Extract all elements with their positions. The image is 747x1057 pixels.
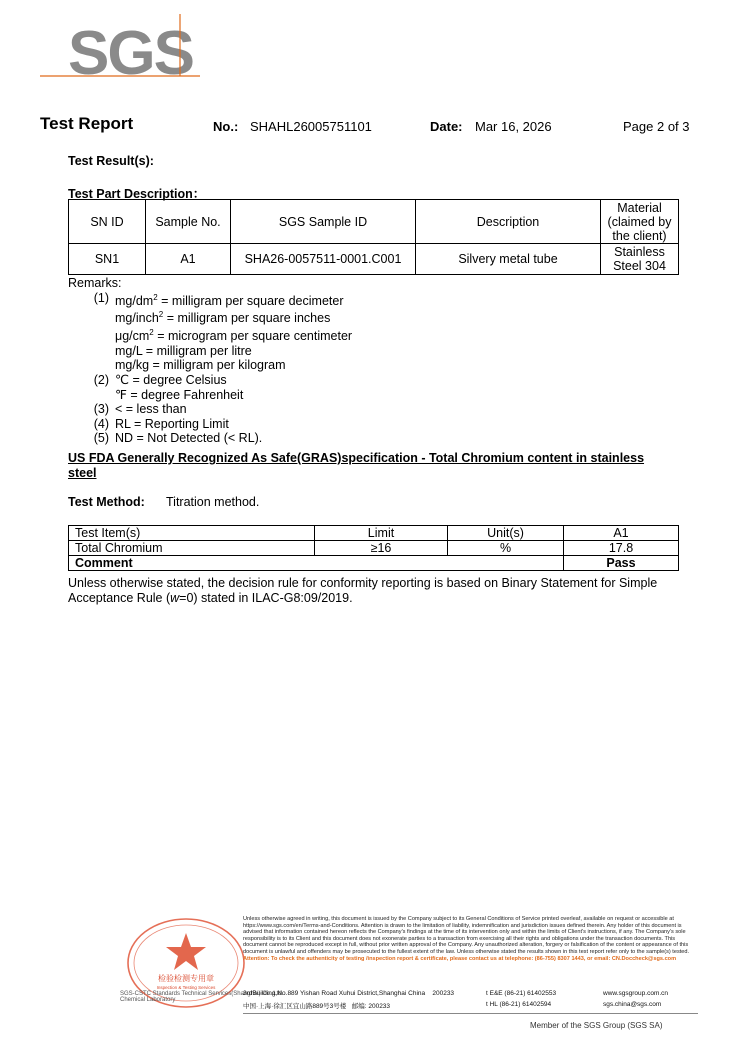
address-en: 3rdBuilding,No.889 Yishan Road Xuhui District,Shanghai China 200233 [243,990,455,997]
table-header [601,200,679,244]
tel-hl: t HL (86-21) 61402594 [486,1001,552,1008]
table-cell: SHA26-0057511-0001.C001 [231,244,416,275]
table-row [69,556,679,571]
remark-line: mg/inch$^2$ = milligram per square inches [115,310,331,326]
remark-item [68,417,352,432]
table-header: A1 [564,526,679,541]
report-title: Test Report [40,114,134,133]
address-cn: 中国·上海·徐汇区宜山路889号3号楼 邮编: 200233 [243,1003,391,1010]
table-header-row [69,526,679,541]
remark-line: $\mu g/cm^2$ = microgram per square centimeter [115,328,353,344]
report-date-value: Mar 16, 2026 [475,119,552,134]
stamp-center-en-text: Inspection & Testing Services [156,985,216,990]
table-row [69,541,679,556]
logo-text: SGS [68,19,193,88]
comment-value: Pass [564,556,679,571]
report-no-label: No.: [213,119,239,134]
authenticity-notice: Attention: To check the authenticity of testing /inspection report & certificate, please contact us at telephone: (86-755) 8307 1443, or email: CN.Doccheck@sgs.com [243,955,677,962]
part-description-heading: Test Part Description： [68,187,206,201]
remark-number: (1) [93,290,109,305]
test-method-value: Titration method. [166,495,260,509]
cell-line: Stainless [614,245,665,259]
stamp-center-text: 检验检测专用章 [158,974,214,983]
table-header: Unit(s) [448,526,564,541]
report-no-value: SHAHL26005751101 [250,119,372,134]
footer-legal-text [243,916,698,962]
header-line: Material [617,200,662,215]
remark-line: mg/kg = milligram per kilogram [115,358,286,373]
remark-line: ℃ = degree Celsius [115,373,227,388]
table-row [69,244,679,275]
cell-line: Steel 304 [613,259,666,273]
header-line: (claimed by [607,214,672,229]
test-method-label: Test Method: [68,495,145,509]
table-cell: % [448,541,564,556]
footer-divider [243,1013,698,1014]
decision-rule-note: Unless otherwise stated, the decision rule for conformity reporting is based on Binary Statement for Simple Acceptance Rule (w=0) stated in ILAC-G8:09/2019. [68,576,658,605]
remark-line: ℉ = degree Fahrenheit [115,387,244,402]
report-date-label: Date: [430,119,463,134]
comment-label: Comment [69,556,564,571]
page-number: Page 2 of 3 [623,119,690,134]
remark-number: (2) [93,373,109,388]
header-line: the client) [612,228,667,243]
tel-ee: t E&E (86-21) 61402553 [486,990,557,997]
table-cell: Silvery metal tube [416,244,601,275]
remark-line: RL = Reporting Limit [115,416,229,431]
remark-number: (3) [93,402,109,417]
table-cell: 17.8 [564,541,679,556]
part-description-table [68,199,679,275]
sgs-logo [40,10,200,90]
remark-number: (4) [93,416,109,431]
table-cell: SN1 [69,244,146,275]
table-cell: ≥16 [315,541,448,556]
spec-title-line: US FDA Generally Recognized As Safe(GRAS)specification - Total Chromium content in stainless [68,451,645,465]
remark-line: mg/L = milligram per litre [115,343,252,358]
email-link[interactable]: sgs.china@sgs.com [603,1001,662,1008]
table-header: SN ID [69,200,146,244]
table-header: Test Item(s) [69,526,315,541]
result-table [68,525,679,571]
remark-number: (5) [93,431,109,446]
remark-item [68,291,352,373]
remark-item [68,373,352,402]
remark-line: < = less than [115,402,187,417]
table-header: SGS Sample ID [231,200,416,244]
website-link[interactable]: www.sgsgroup.com.cn [603,990,669,997]
remark-item [68,402,352,417]
legal-text: Unless otherwise agreed in writing, this document is issued by the Company subject to its General Conditions of Service printed overleaf, available on request or accessible at https://www.sgs.com/en/Terms-and-Conditions. Attention is drawn to the limitation of liability, indemnification and jurisdiction issues defined therein. Any holder of this document is advised that information contained hereon reflects the Company's findings at the time of its intervention only and within the limits of Client's instructions, if any. The Company's sole responsibility is to its Client and this document does not exonerate parties to a transaction from exercising all their rights and obligations under the transaction documents. This document cannot be reproduced except in full, without prior written approval of the Company. Any unauthorized alteration, forgery or falsification of the content or appearance of this document is unlawful and offenders may be prosecuted to the fullest extent of the law. Unless otherwise stated the results shown in this test report refer only to the sample(s) tested. [243,916,690,955]
table-cell [601,244,679,275]
table-header-row [69,200,679,244]
table-header: Sample No. [146,200,231,244]
table-header: Limit [315,526,448,541]
table-cell: Total Chromium [69,541,315,556]
table-header: Description [416,200,601,244]
specification-title [68,451,644,480]
test-results-heading: Test Result(s): [68,154,154,168]
spec-title-line: steel [68,465,97,480]
table-cell: A1 [146,244,231,275]
remarks [68,276,352,446]
stamp-lab-name: SGS-CSTC Standards Technical Services(Shanghai) Co.,Ltd. Chemical Laboratory [120,991,284,1003]
remark-line: ND = Not Detected (< RL). [115,431,263,446]
sgs-member-text: Member of the SGS Group (SGS SA) [530,1021,663,1030]
remark-line: $mg/dm^2$ = milligram per square decimeter [115,292,344,308]
remark-item [68,431,352,446]
remarks-title: Remarks: [68,276,122,290]
